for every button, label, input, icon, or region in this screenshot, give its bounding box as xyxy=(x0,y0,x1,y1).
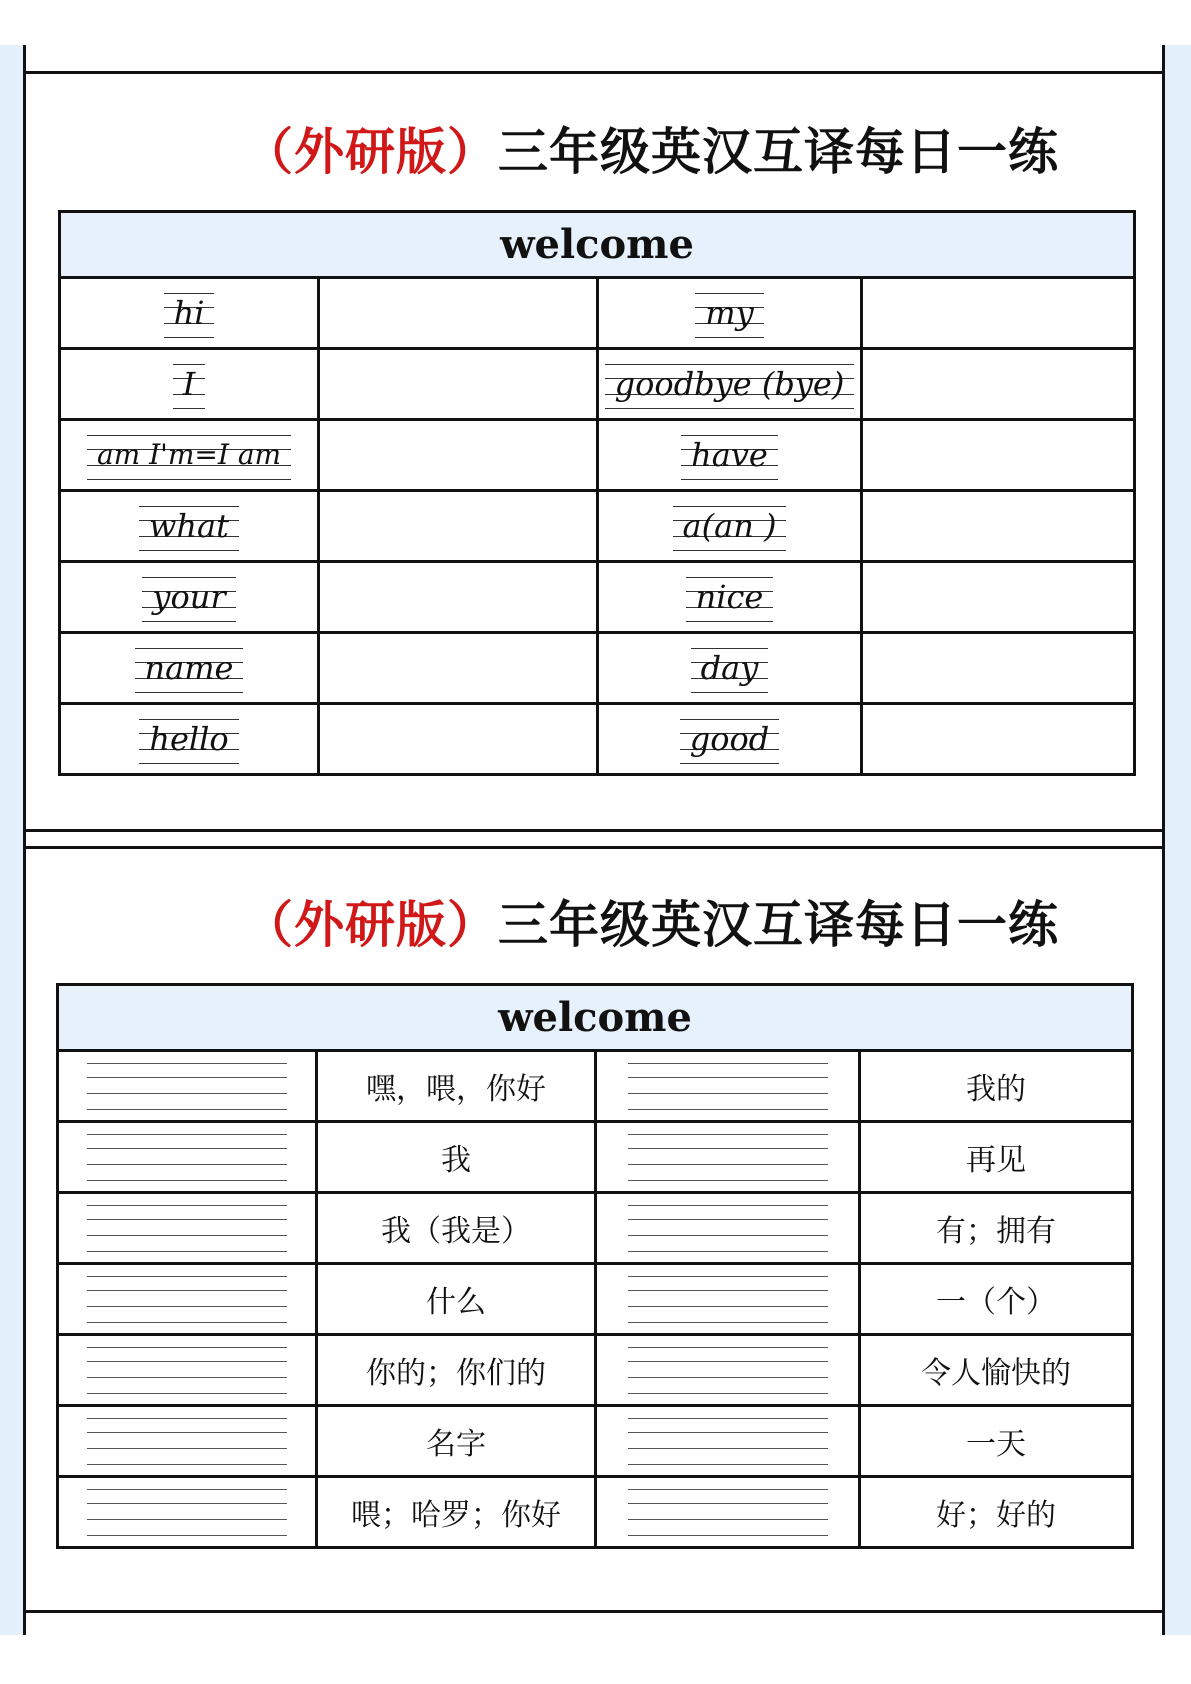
table-row xyxy=(58,1406,1133,1477)
writing-lines xyxy=(628,1199,828,1257)
answer-cell[interactable] xyxy=(319,349,598,420)
answer-cell[interactable] xyxy=(319,704,598,775)
answer-cell[interactable] xyxy=(862,491,1135,562)
chinese-meaning: 一天 xyxy=(966,1427,1026,1462)
answer-cell[interactable] xyxy=(319,278,598,349)
answer-cell[interactable] xyxy=(862,278,1135,349)
answer-cell[interactable] xyxy=(319,420,598,491)
english-word: goodbye (bye) xyxy=(605,358,855,410)
writing-lines xyxy=(628,1483,828,1541)
writing-lines xyxy=(87,1341,287,1399)
answer-cell[interactable] xyxy=(319,633,598,704)
table-row xyxy=(58,1051,1133,1122)
chinese-meaning: 喂；哈罗；你好 xyxy=(351,1498,561,1533)
writing-lines xyxy=(87,1057,287,1115)
writing-lines xyxy=(87,1128,287,1186)
writing-lines xyxy=(628,1128,828,1186)
answer-cell[interactable] xyxy=(596,1051,860,1122)
title-prefix: （外研版） xyxy=(243,122,498,181)
chinese-meaning: 一（个） xyxy=(936,1285,1056,1320)
chinese-meaning: 再见 xyxy=(966,1143,1026,1178)
divider-line xyxy=(23,829,1165,832)
answer-cell[interactable] xyxy=(862,420,1135,491)
english-word: name xyxy=(135,642,244,694)
table-row xyxy=(60,278,1135,349)
answer-cell[interactable] xyxy=(58,1193,317,1264)
chinese-meaning: 你的；你们的 xyxy=(366,1356,546,1391)
answer-cell[interactable] xyxy=(596,1406,860,1477)
chinese-meaning: 名字 xyxy=(426,1427,486,1462)
table-row xyxy=(58,1335,1133,1406)
english-word: my xyxy=(695,287,763,339)
title-main: 三年级英汉互译每日一练 xyxy=(498,122,1059,181)
writing-lines xyxy=(628,1412,828,1470)
writing-lines xyxy=(628,1270,828,1328)
answer-cell[interactable] xyxy=(862,704,1135,775)
title-main: 三年级英汉互译每日一练 xyxy=(498,895,1059,954)
answer-cell[interactable] xyxy=(596,1193,860,1264)
english-word: your xyxy=(142,571,235,623)
chinese-meaning: 我的 xyxy=(966,1072,1026,1107)
chinese-meaning: 什么 xyxy=(426,1285,486,1320)
answer-cell[interactable] xyxy=(58,1477,317,1548)
answer-cell[interactable] xyxy=(862,349,1135,420)
table-row xyxy=(60,491,1135,562)
divider-line xyxy=(23,846,1165,849)
answer-cell[interactable] xyxy=(58,1335,317,1406)
table-row xyxy=(60,633,1135,704)
table-row xyxy=(60,562,1135,633)
answer-cell[interactable] xyxy=(319,491,598,562)
table-row xyxy=(60,349,1135,420)
answer-cell[interactable] xyxy=(596,1477,860,1548)
writing-lines xyxy=(87,1199,287,1257)
chinese-meanings-table xyxy=(56,983,1134,1549)
writing-lines xyxy=(87,1412,287,1470)
answer-cell[interactable] xyxy=(58,1122,317,1193)
worksheet-title xyxy=(243,885,1059,957)
answer-cell[interactable] xyxy=(596,1335,860,1406)
english-word: nice xyxy=(686,571,774,623)
english-word: good xyxy=(680,713,780,765)
table-row xyxy=(60,420,1135,491)
chinese-meaning: 我 xyxy=(441,1143,471,1178)
writing-lines xyxy=(628,1057,828,1115)
divider-line xyxy=(23,71,1165,74)
writing-lines xyxy=(628,1341,828,1399)
answer-cell[interactable] xyxy=(862,633,1135,704)
chinese-meaning: 令人愉快的 xyxy=(921,1356,1071,1391)
section-heading: welcome xyxy=(58,985,1133,1051)
english-word: have xyxy=(681,429,778,481)
english-word: what xyxy=(139,500,239,552)
answer-cell[interactable] xyxy=(58,1264,317,1335)
chinese-meaning: 我（我是） xyxy=(381,1214,531,1249)
table-row xyxy=(60,704,1135,775)
title-prefix: （外研版） xyxy=(243,895,498,954)
table-row xyxy=(58,1193,1133,1264)
answer-cell[interactable] xyxy=(319,562,598,633)
english-word: day xyxy=(691,642,769,694)
section-heading: welcome xyxy=(60,212,1135,278)
english-word: hi xyxy=(164,287,215,339)
table-row xyxy=(58,1122,1133,1193)
writing-lines xyxy=(87,1483,287,1541)
english-word: am I'm=I am xyxy=(87,429,291,481)
table-row xyxy=(58,1264,1133,1335)
chinese-meaning: 好；好的 xyxy=(936,1498,1056,1533)
writing-lines xyxy=(87,1270,287,1328)
answer-cell[interactable] xyxy=(862,562,1135,633)
english-word: I xyxy=(173,358,206,410)
chinese-meaning: 嘿，喂，你好 xyxy=(366,1072,546,1107)
worksheet-title xyxy=(243,112,1059,184)
answer-cell[interactable] xyxy=(596,1122,860,1193)
answer-cell[interactable] xyxy=(58,1051,317,1122)
answer-cell[interactable] xyxy=(596,1264,860,1335)
english-words-table xyxy=(58,210,1136,776)
chinese-meaning: 有；拥有 xyxy=(936,1214,1056,1249)
divider-line xyxy=(23,1610,1165,1613)
answer-cell[interactable] xyxy=(58,1406,317,1477)
english-word: a(an ) xyxy=(673,500,787,552)
table-row xyxy=(58,1477,1133,1548)
english-word: hello xyxy=(139,713,238,765)
